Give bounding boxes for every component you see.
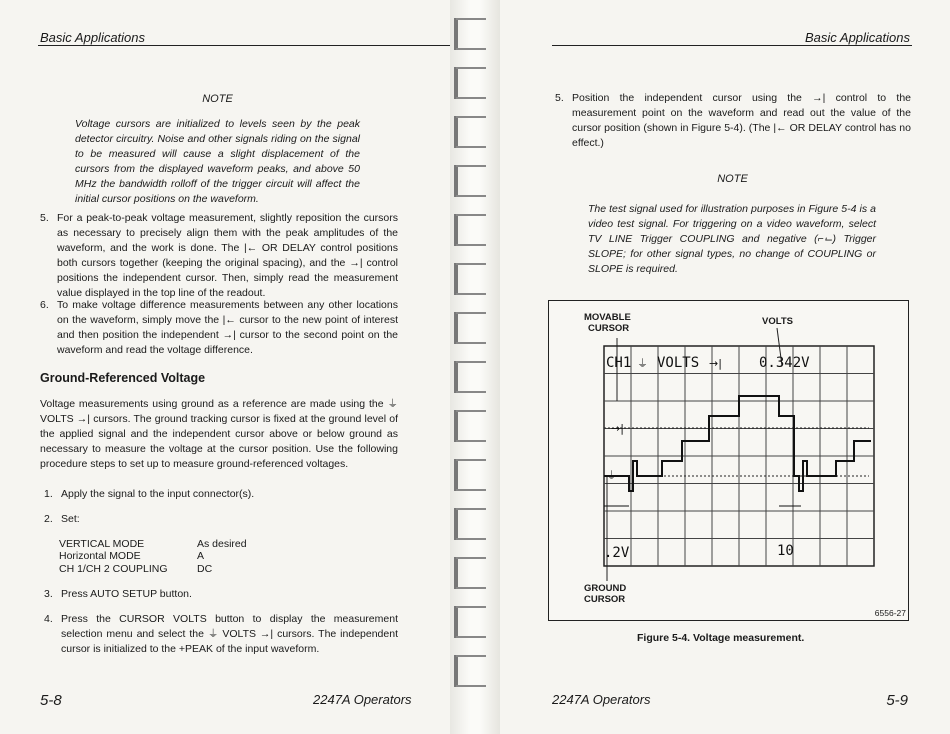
right-header: Basic Applications [804, 30, 910, 45]
readout-channel: CH1 [606, 355, 632, 371]
binding-ring [452, 557, 492, 589]
left-note-title: NOTE [202, 93, 233, 105]
setting-name: VERTICAL MODE [59, 538, 145, 550]
step-number: 5. [555, 92, 564, 104]
ground-volts-icon: ⏚ [637, 357, 648, 370]
setting-value: DC [197, 563, 213, 575]
binding-ring [452, 655, 492, 687]
step-text: To make voltage difference measurements between any other locations on the waveform, simply move the |← cursor to the new point of interest and then position the independent →| cursor to the second point on the waveform and read the voltage difference. [57, 299, 398, 356]
step-text: Press AUTO SETUP button. [61, 588, 192, 600]
binding-ring [452, 67, 492, 99]
step-text: Position the independent cursor using the →| control to the measurement point on the waveform and read out the value of the cursor position (shown in Figure 5-4). (The |← OR DELAY control has no effect.) [572, 92, 911, 149]
step-number: 2. [44, 513, 53, 525]
volts-label: VOLTS [762, 316, 793, 327]
step-text: For a peak-to-peak voltage measurement, slightly reposition the cursors as necessary to precisely align them with the peak amplitudes of the waveform, and the work is done. The |← OR DELAY control positions both cursors together (keeping the original spacing), and the →| control positions the independent cursor. Then, simply read the measurement value displayed in the top line of the readout. [57, 212, 398, 299]
right-note-text: The test signal used for illustration purposes in Figure 5-4 is a video test signal. For triggering on a video waveform, select TV LINE Trigger COUPLING and negative (⌐⌙) Trigger SLOPE; for other signal types, no change of COUPLING or SLOPE is required. [588, 203, 876, 275]
binding-ring [452, 361, 492, 393]
setting-value: A [197, 550, 205, 562]
left-header: Basic Applications [40, 30, 146, 45]
right-page-number: 5-9 [886, 692, 908, 709]
readout-volts: VOLTS [657, 355, 700, 371]
step-number: 3. [44, 588, 53, 600]
section-title: Ground-Referenced Voltage [40, 371, 206, 385]
readout-time: 10 [777, 543, 794, 559]
binding-ring [452, 606, 492, 638]
binding-ring [452, 508, 492, 540]
left-header-rule [38, 45, 450, 46]
binding-ring [452, 165, 492, 197]
label-line-1: MOVABLE [584, 312, 631, 323]
ground-cursor-marker: ⏚ [606, 469, 617, 482]
left-step-5 [40, 211, 398, 299]
graticule-grid [604, 346, 874, 566]
left-page [0, 0, 450, 734]
label-line-2: CURSOR [584, 594, 626, 605]
binding-ring [452, 214, 492, 246]
right-footer-title: 2247A Operators [552, 692, 651, 707]
step-text: Set: [61, 513, 80, 525]
binding-ring [452, 410, 492, 442]
setting-name: Horizontal MODE [59, 550, 141, 562]
left-note-text: Voltage cursors are initialized to levels seen by the peak detector circuitry. Noise and other signals riding on the signal to be measured will cause a slight displacement of the cursors from the displayed waveform peaks, and above 50 MHz the bandwidth rolloff of the trigger circuit will affect the initial cursor positions on the waveform. [75, 118, 360, 205]
step-number: 6. [40, 299, 49, 311]
video-waveform [604, 396, 871, 491]
figure-caption: Figure 5-4. Voltage measurement. [637, 632, 805, 644]
step-number: 4. [44, 613, 53, 625]
left-page-number: 5-8 [40, 692, 62, 709]
figure-5-4 [548, 300, 909, 621]
left-step-6 [40, 298, 398, 358]
binding-ring [452, 116, 492, 148]
scope-graticule [549, 301, 908, 620]
left-footer-title: 2247A Operators [313, 692, 412, 707]
label-line-2: CURSOR [588, 323, 630, 334]
readout-scale: .2V [604, 545, 630, 561]
right-step-5 [555, 91, 911, 151]
independent-cursor-marker: →| [611, 422, 624, 435]
step-text: Press the CURSOR VOLTS button to display the measurement selection menu and select the ⏚ VOLTS →| cursors. The independent cursor is initialized to the +PEAK of the input waveform. [61, 613, 398, 655]
step-text: Apply the signal to the input connector(s). [61, 488, 255, 500]
binding-ring [452, 459, 492, 491]
binding-ring [452, 18, 492, 50]
setting-name: CH 1/CH 2 COUPLING [59, 563, 168, 575]
binding-ring [452, 263, 492, 295]
binding-ring [452, 312, 492, 344]
step-number: 5. [40, 212, 49, 224]
right-header-rule [552, 45, 912, 46]
step-number: 1. [44, 488, 53, 500]
cursor-arrow-icon: →| [709, 357, 722, 370]
left-step-4 [44, 612, 398, 657]
figure-id: 6556-27 [874, 608, 906, 618]
section-intro: Voltage measurements using ground as a reference are made using the ⏚ VOLTS →| cursors. The ground tracking cursor is fixed at the ground level of the applied signal and the independent cursor above or below ground as necessary to measure the voltage at the cursor position. Use the following procedure steps to set up to measure ground-referenced voltages. [40, 398, 398, 470]
right-note-title: NOTE [717, 173, 748, 185]
setting-value: As desired [197, 538, 247, 550]
label-line-1: GROUND [584, 583, 627, 594]
readout-value: 0.342V [759, 355, 810, 371]
